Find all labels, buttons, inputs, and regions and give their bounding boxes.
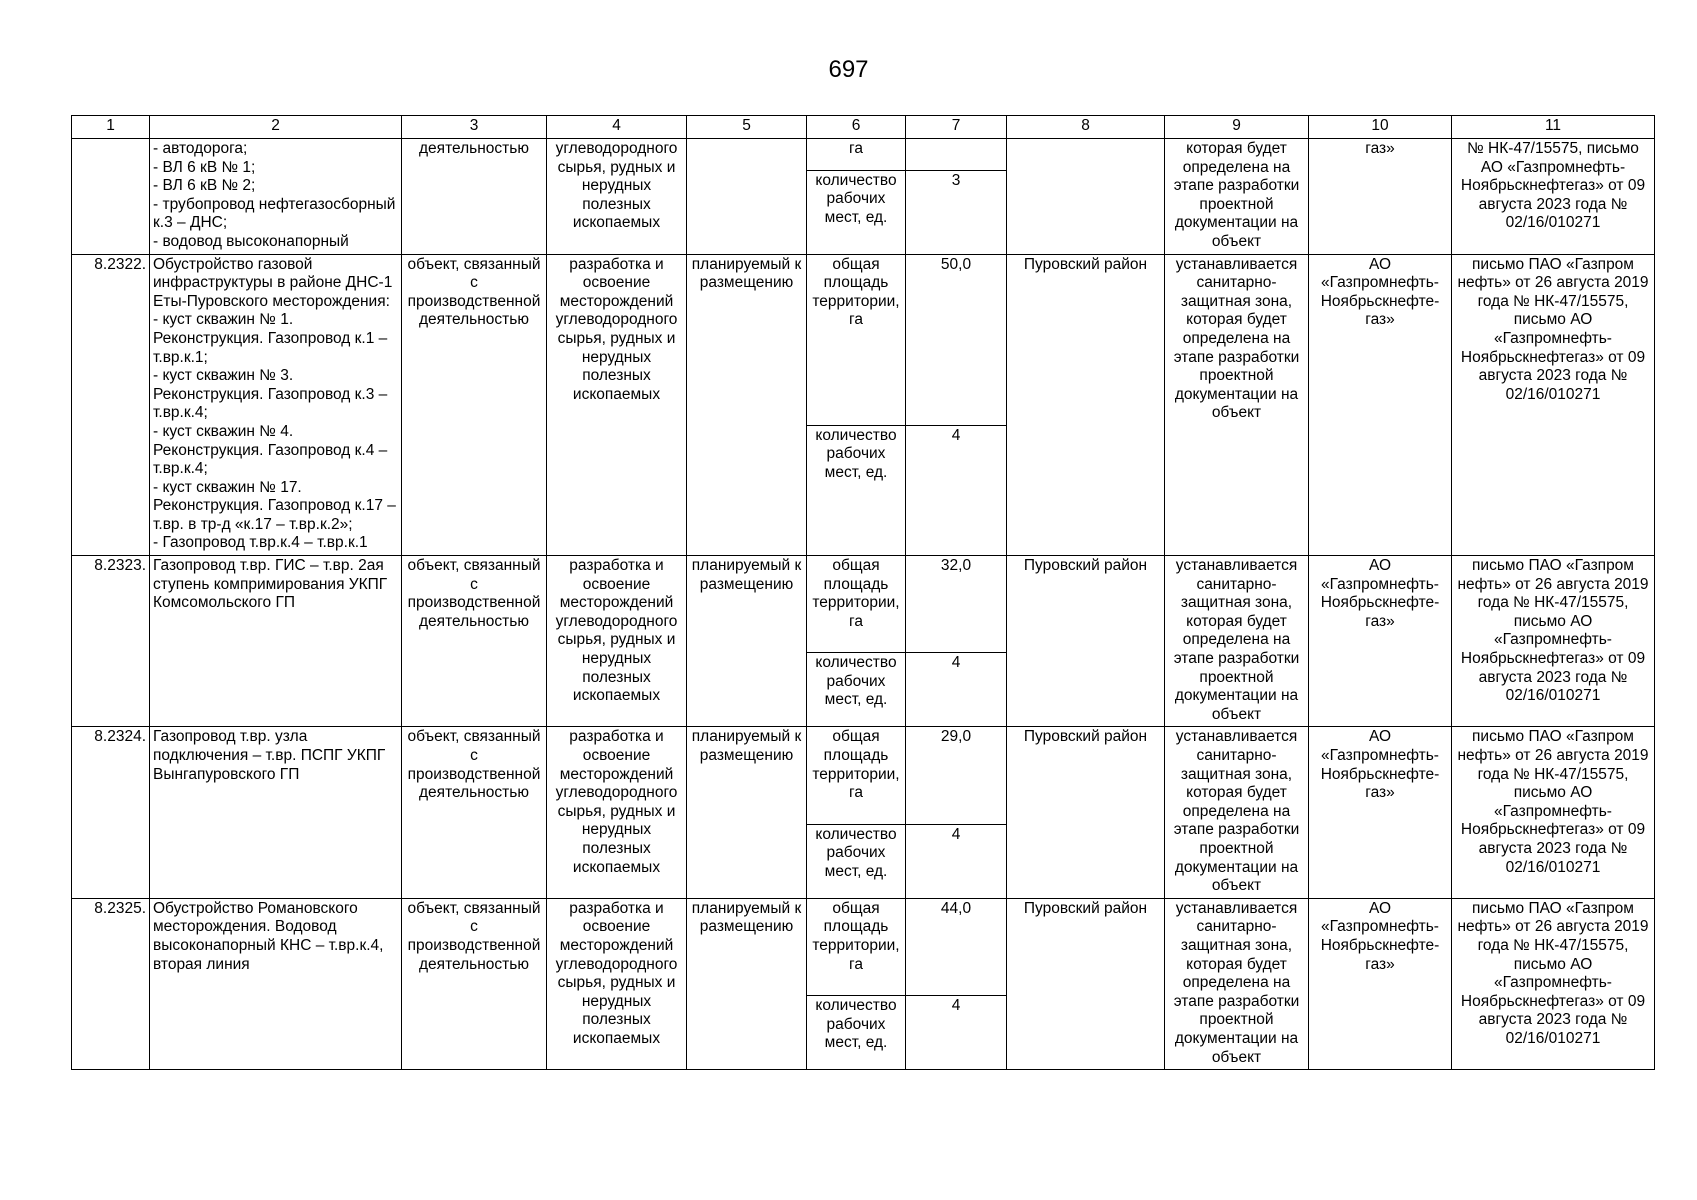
basis-cell: письмо ПАО «Газпром нефть» от 26 августа 2019 года № НК-47/15575, письмо АО «Газпромнефть-Ноябрьскнефтегаз» от 09 августа 2023 года № 02/16/010271 <box>1452 254 1655 556</box>
status-cell: планируемый к размещению <box>687 556 807 727</box>
header-cell: 11 <box>1452 116 1655 139</box>
object-type-cell: объект, связанный с производственной деятельностью <box>402 727 547 898</box>
object-type-cell: объект, связанный с производственной деятельностью <box>402 254 547 556</box>
table-row <box>72 898 1655 995</box>
purpose-cell: разработка и освоение месторождений углеводородного сырья, рудных и нерудных полезных ископаемых <box>547 556 687 727</box>
param2-label-cell: количество рабочих мест, ед. <box>807 653 906 727</box>
location-cell: Пуровский район <box>1007 556 1165 727</box>
object-name-cell: Обустройство Романовского месторождения. Водовод высоконапорный КНС – т.вр.к.4, вторая линия <box>150 898 402 1069</box>
param2-value-cell: 4 <box>906 995 1007 1069</box>
basis-cell: письмо ПАО «Газпром нефть» от 26 августа 2019 года № НК-47/15575, письмо АО «Газпромнефть-Ноябрьскнефтегаз» от 09 августа 2023 года № 02/16/010271 <box>1452 898 1655 1069</box>
number-cell: 8.2325. <box>72 898 150 1069</box>
object-type-cell: деятельностью <box>402 139 547 255</box>
organization-cell: газ» <box>1309 139 1452 255</box>
purpose-cell: разработка и освоение месторождений углеводородного сырья, рудных и нерудных полезных ископаемых <box>547 898 687 1069</box>
param2-label-cell: количество рабочих мест, ед. <box>807 170 906 254</box>
number-cell: 8.2323. <box>72 556 150 727</box>
param1-label-cell: общая площадь территории, га <box>807 556 906 653</box>
purpose-cell: разработка и освоение месторождений углеводородного сырья, рудных и нерудных полезных ископаемых <box>547 727 687 898</box>
param2-value-cell: 4 <box>906 425 1007 555</box>
purpose-cell: разработка и освоение месторождений углеводородного сырья, рудных и нерудных полезных ископаемых <box>547 254 687 556</box>
number-cell: 8.2322. <box>72 254 150 556</box>
organization-cell: АО «Газпромнефть-Ноябрьскнефте-газ» <box>1309 727 1452 898</box>
header-cell: 10 <box>1309 116 1452 139</box>
organization-cell: АО «Газпромнефть-Ноябрьскнефте-газ» <box>1309 254 1452 556</box>
status-cell: планируемый к размещению <box>687 898 807 1069</box>
object-name-cell: Обустройство газовой инфраструктуры в районе ДНС-1 Еты-Пуровского месторождения: - куст скважин № 1. Реконструкция. Газопровод к.1 – т.вр.к.1; - куст скважин № 3. Реконструкция. Газопровод к.3 – т.вр.к.4; - куст скважин № 4. Реконструкция. Газопровод к.4 – т.вр.к.4; - куст скважин № 17. Реконструкция. Газопровод к.17 – т.вр. в тр-д «к.17 – т.вр.к.2»; - Газопровод т.вр.к.4 – т.вр.к.1 <box>150 254 402 556</box>
header-cell: 3 <box>402 116 547 139</box>
organization-cell: АО «Газпромнефть-Ноябрьскнефте-газ» <box>1309 556 1452 727</box>
param1-value-cell <box>906 139 1007 171</box>
param1-label-cell: общая площадь территории, га <box>807 254 906 425</box>
zone-cell: устанавливается санитарно-защитная зона, которая будет определена на этапе разработки проектной документации на объект <box>1165 898 1309 1069</box>
purpose-cell: углеводородного сырья, рудных и нерудных полезных ископаемых <box>547 139 687 255</box>
header-cell: 4 <box>547 116 687 139</box>
number-cell: 8.2324. <box>72 727 150 898</box>
param1-value-cell: 50,0 <box>906 254 1007 425</box>
object-name-cell: - автодорога; - ВЛ 6 кВ № 1; - ВЛ 6 кВ № 2; - трубопровод нефтегазосборный к.3 – ДНС; - водовод высоконапорный <box>150 139 402 255</box>
object-type-cell: объект, связанный с производственной деятельностью <box>402 898 547 1069</box>
table-row <box>72 727 1655 824</box>
object-name-cell: Газопровод т.вр. ГИС – т.вр. 2ая ступень компримирования УКПГ Комсомольского ГП <box>150 556 402 727</box>
zone-cell: которая будет определена на этапе разработки проектной документации на объект <box>1165 139 1309 255</box>
zone-cell: устанавливается санитарно-защитная зона, которая будет определена на этапе разработки проектной документации на объект <box>1165 556 1309 727</box>
basis-cell: № НК-47/15575, письмо АО «Газпромнефть-Ноябрьскнефтегаз» от 09 августа 2023 года № 02/16/010271 <box>1452 139 1655 255</box>
header-row <box>72 116 1655 139</box>
param1-value-cell: 32,0 <box>906 556 1007 653</box>
page-number: 697 <box>828 56 869 83</box>
param2-value-cell: 4 <box>906 824 1007 898</box>
param1-label-cell: га <box>807 139 906 171</box>
object-name-cell: Газопровод т.вр. узла подключения – т.вр. ПСПГ УКПГ Вынгапуровского ГП <box>150 727 402 898</box>
location-cell: Пуровский район <box>1007 727 1165 898</box>
status-cell: планируемый к размещению <box>687 727 807 898</box>
number-cell <box>72 139 150 255</box>
header-cell: 1 <box>72 116 150 139</box>
table-row <box>72 556 1655 653</box>
object-type-cell: объект, связанный с производственной деятельностью <box>402 556 547 727</box>
param2-label-cell: количество рабочих мест, ед. <box>807 995 906 1069</box>
header-cell: 6 <box>807 116 906 139</box>
status-cell <box>687 139 807 255</box>
location-cell: Пуровский район <box>1007 254 1165 556</box>
organization-cell: АО «Газпромнефть-Ноябрьскнефте-газ» <box>1309 898 1452 1069</box>
param1-value-cell: 29,0 <box>906 727 1007 824</box>
param1-value-cell: 44,0 <box>906 898 1007 995</box>
continuation-row <box>72 139 1655 171</box>
zone-cell: устанавливается санитарно-защитная зона, которая будет определена на этапе разработки проектной документации на объект <box>1165 254 1309 556</box>
param2-label-cell: количество рабочих мест, ед. <box>807 824 906 898</box>
param2-value-cell: 4 <box>906 653 1007 727</box>
registry-table <box>71 115 1655 1070</box>
param1-label-cell: общая площадь территории, га <box>807 727 906 824</box>
table-row <box>72 254 1655 425</box>
param1-label-cell: общая площадь территории, га <box>807 898 906 995</box>
param2-label-cell: количество рабочих мест, ед. <box>807 425 906 555</box>
header-cell: 2 <box>150 116 402 139</box>
status-cell: планируемый к размещению <box>687 254 807 556</box>
header-cell: 9 <box>1165 116 1309 139</box>
header-cell: 8 <box>1007 116 1165 139</box>
location-cell: Пуровский район <box>1007 898 1165 1069</box>
basis-cell: письмо ПАО «Газпром нефть» от 26 августа 2019 года № НК-47/15575, письмо АО «Газпромнефть-Ноябрьскнефтегаз» от 09 августа 2023 года № 02/16/010271 <box>1452 556 1655 727</box>
param2-value-cell: 3 <box>906 170 1007 254</box>
header-cell: 5 <box>687 116 807 139</box>
header-cell: 7 <box>906 116 1007 139</box>
zone-cell: устанавливается санитарно-защитная зона, которая будет определена на этапе разработки проектной документации на объект <box>1165 727 1309 898</box>
basis-cell: письмо ПАО «Газпром нефть» от 26 августа 2019 года № НК-47/15575, письмо АО «Газпромнефть-Ноябрьскнефтегаз» от 09 августа 2023 года № 02/16/010271 <box>1452 727 1655 898</box>
location-cell <box>1007 139 1165 255</box>
